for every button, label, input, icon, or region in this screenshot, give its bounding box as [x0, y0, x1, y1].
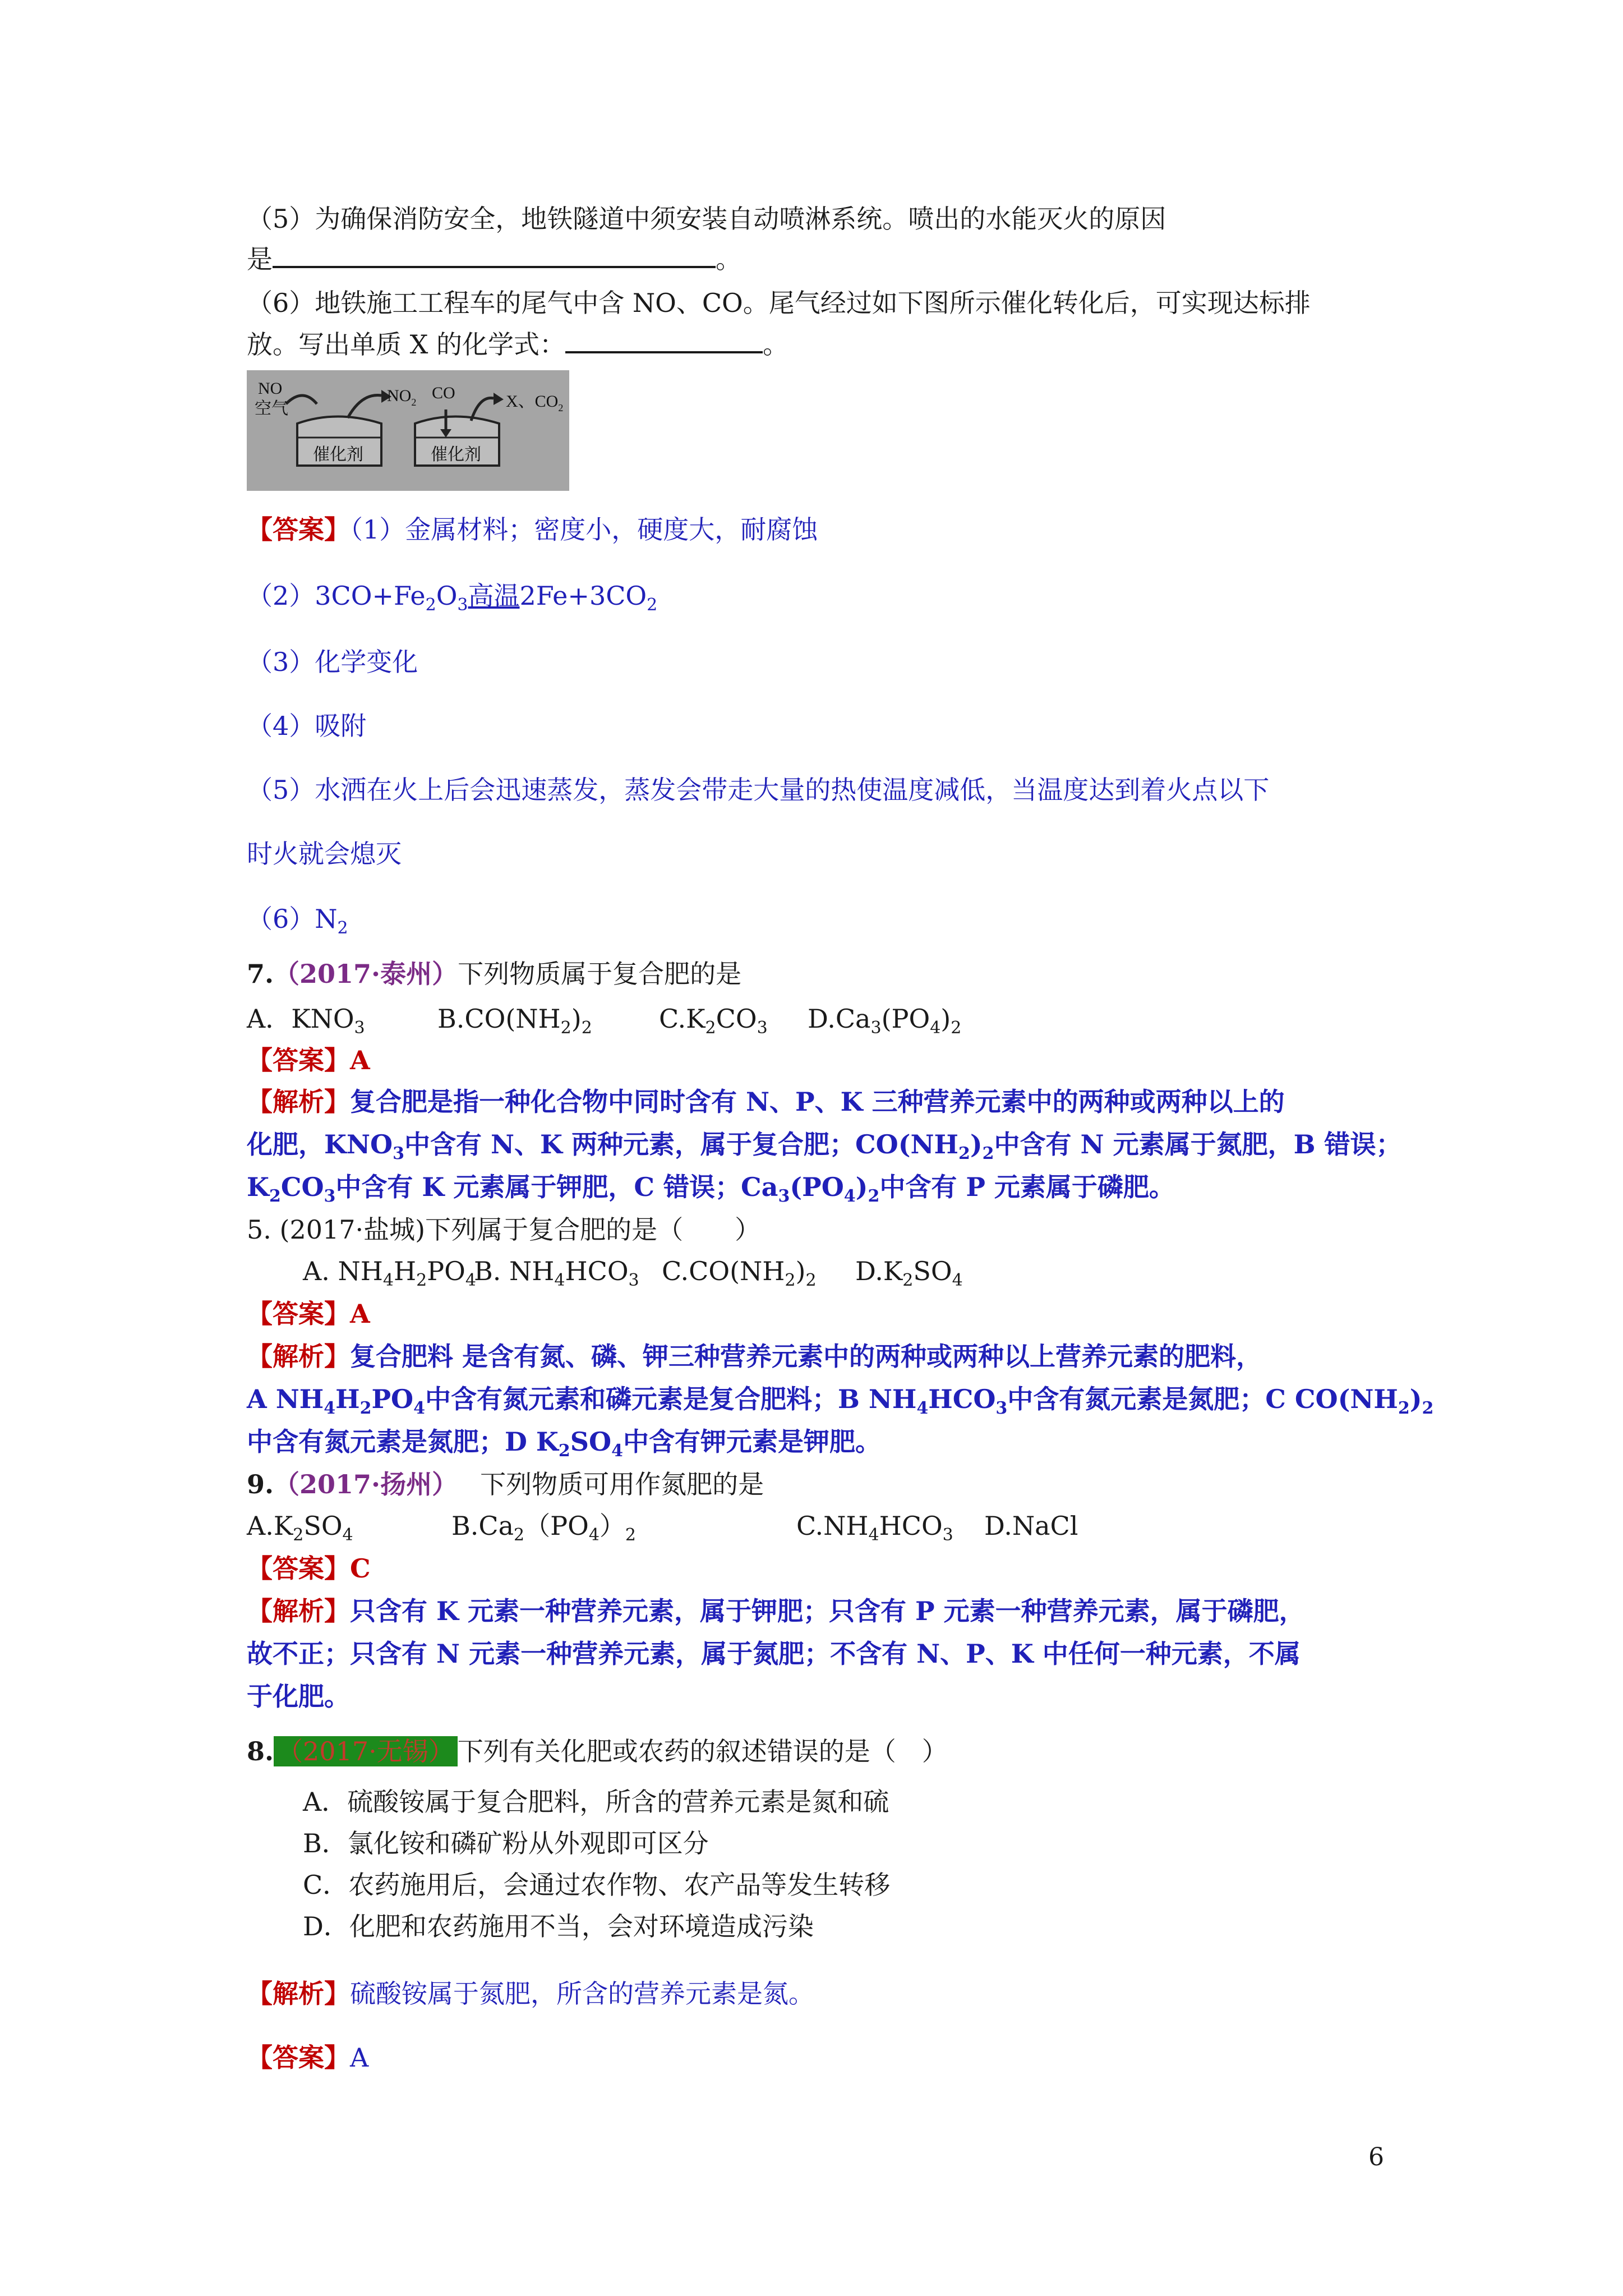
- question-9-analysis-line1: 【解析】只含有 K 元素一种营养元素，属于钾肥；只含有 P 元素一种营养元素，属于磷肥，: [247, 1596, 1305, 1626]
- option-b: $B.Ca_2(PO_4)_2$: [451, 1511, 636, 1545]
- question-7-analysis-line3: $K_2CO_3$中含有 K 元素属于钾肥，C 错误；$Ca_3(PO_4)_2$中含有 P 元素属于磷肥。: [247, 1172, 1175, 1206]
- question-8-answer: 【答案】A: [247, 2042, 369, 2073]
- option-c: $C.K_2CO_3$: [659, 1004, 768, 1038]
- question-8-option-b: B．氯化铵和磷矿粉从外观即可区分: [303, 1828, 709, 1858]
- answer-1: 【答案】（1）金属材料；密度小，硬度大，耐腐蚀: [247, 514, 818, 545]
- option-c: $C.NH_4HCO_3$: [796, 1511, 953, 1545]
- question-source-highlight: （2017·无锡）: [274, 1736, 458, 1766]
- option-a: $A.K_2SO_4$: [247, 1511, 353, 1545]
- svg-text:催化剂: 催化剂: [313, 445, 363, 464]
- answer-4: （4）吸附: [247, 711, 367, 741]
- svg-text:X、CO2: X、$CO_2$: [506, 392, 564, 413]
- question-7-options: [247, 1001, 961, 1037]
- option-d: $D.K_2SO_4$: [855, 1256, 963, 1290]
- question-5b-options: [303, 1253, 963, 1289]
- question-5-line1: （5）为确保消防安全，地铁隧道中须安装自动喷淋系统。喷出的水能灭火的原因: [247, 204, 1166, 234]
- question-8-analysis: 【解析】硫酸铵属于氮肥，所含的营养元素是氮。: [247, 1978, 814, 2009]
- question-6-line1: （6）地铁施工工程车的尾气中含 NO、CO。尾气经过如下图所示催化转化后，可实现达标排: [247, 288, 1311, 318]
- svg-text:空气: 空气: [255, 399, 288, 418]
- question-5b-analysis-line2: A $NH_4H_2PO_4$中含有氮元素和磷元素是复合肥料；B $NH_4HCO_3$中含有氮元素是氮肥；C $CO(NH_2)_2$: [247, 1384, 1434, 1418]
- question-8-option-d: D．化肥和农药施用不当，会对环境造成污染: [303, 1911, 814, 1941]
- svg-text:NO: NO: [258, 379, 283, 398]
- reaction-condition: 高温: [468, 581, 520, 611]
- question-5b-analysis-line1: 【解析】复合肥料 是含有氮、磷、钾三种营养元素中的两种或两种以上营养元素的肥料，: [247, 1341, 1262, 1372]
- diagram-figure: [247, 370, 569, 491]
- question-9-answer: 【答案】C: [247, 1553, 371, 1584]
- question-7-answer: 【答案】A: [247, 1045, 370, 1075]
- question-source: （2017·泰州）: [274, 959, 458, 989]
- answer-blank: [273, 243, 716, 268]
- answer-6: $(6)N_2$: [247, 904, 348, 938]
- option-a: A．$KNO_3$: [247, 1004, 365, 1038]
- question-8-option-c: C．农药施用后，会通过农作物、农产品等发生转移: [303, 1870, 891, 1900]
- question-7-analysis-line2: 化肥，$KNO_3$中含有 N、K 两种元素，属于复合肥；$CO(NH_2)_2$中含有 N 元素属于氮肥，B 错误；: [247, 1129, 1402, 1163]
- option-c: $C.CO(NH_2)_2$: [662, 1256, 817, 1290]
- question-source: （2017·扬州）: [274, 1469, 458, 1499]
- question-5b-analysis-line3: 中含有氮元素是氮肥；D $K_2SO_4$中含有钾元素是钾肥。: [247, 1427, 881, 1461]
- option-d: $D.Ca_3(PO_4)_2$: [808, 1004, 962, 1038]
- question-5b-stem: 5. (2017·盐城)下列属于复合肥的是（ ）: [247, 1214, 761, 1245]
- catalytic-converter-diagram: [247, 370, 569, 491]
- svg-text:催化剂: 催化剂: [431, 445, 481, 464]
- answer-2: $(2)3CO+Fe_2O_3$高温$2Fe+3CO_2$: [247, 578, 657, 614]
- answer-5-line2: 时火就会熄灭: [247, 839, 402, 869]
- page-number: 6: [1368, 2143, 1384, 2171]
- question-5-line2: 是 。: [247, 244, 741, 274]
- question-9-stem: 9.（2017·扬州） 下列物质可用作氮肥的是: [247, 1469, 764, 1499]
- answer-5-line1: （5）水洒在火上后会迅速蒸发，蒸发会带走大量的热使温度减低，当温度达到着火点以下: [247, 775, 1270, 805]
- question-5b-answer: 【答案】A: [247, 1299, 370, 1329]
- question-7-analysis-line1: 【解析】复合肥是指一种化合物中同时含有 N、P、K 三种营养元素中的两种或两种以上的: [247, 1087, 1285, 1117]
- option-a: A. $NH_4H_2PO_4$: [303, 1256, 476, 1290]
- question-8-stem: 8. （2017·无锡） 下列有关化肥或农药的叙述错误的是（ ）: [247, 1736, 948, 1766]
- option-b: $B.CO(NH_2)_2$: [437, 1004, 592, 1038]
- question-9-options: [247, 1508, 1078, 1544]
- question-9-analysis-line2: 故不正；只含有 N 元素一种营养元素，属于氮肥；不含有 N、P、K 中任何一种元素，不属: [247, 1639, 1301, 1669]
- question-8-option-a: A．硫酸铵属于复合肥料，所含的营养元素是氮和硫: [303, 1787, 889, 1817]
- answer-blank: [565, 329, 763, 353]
- svg-text:CO: CO: [432, 384, 455, 402]
- svg-text:NO2: $NO_2$: [387, 386, 417, 408]
- question-6-line2: 放。写出单质 X 的化学式： 。: [247, 329, 789, 360]
- option-d: D.NaCl: [984, 1511, 1078, 1541]
- option-b: B. $NH_4HCO_3$: [474, 1256, 639, 1290]
- answer-3: （3）化学变化: [247, 647, 418, 677]
- question-7-stem: 7.（2017·泰州）下列物质属于复合肥的是: [247, 959, 742, 989]
- question-9-analysis-line3: 于化肥。: [247, 1681, 350, 1711]
